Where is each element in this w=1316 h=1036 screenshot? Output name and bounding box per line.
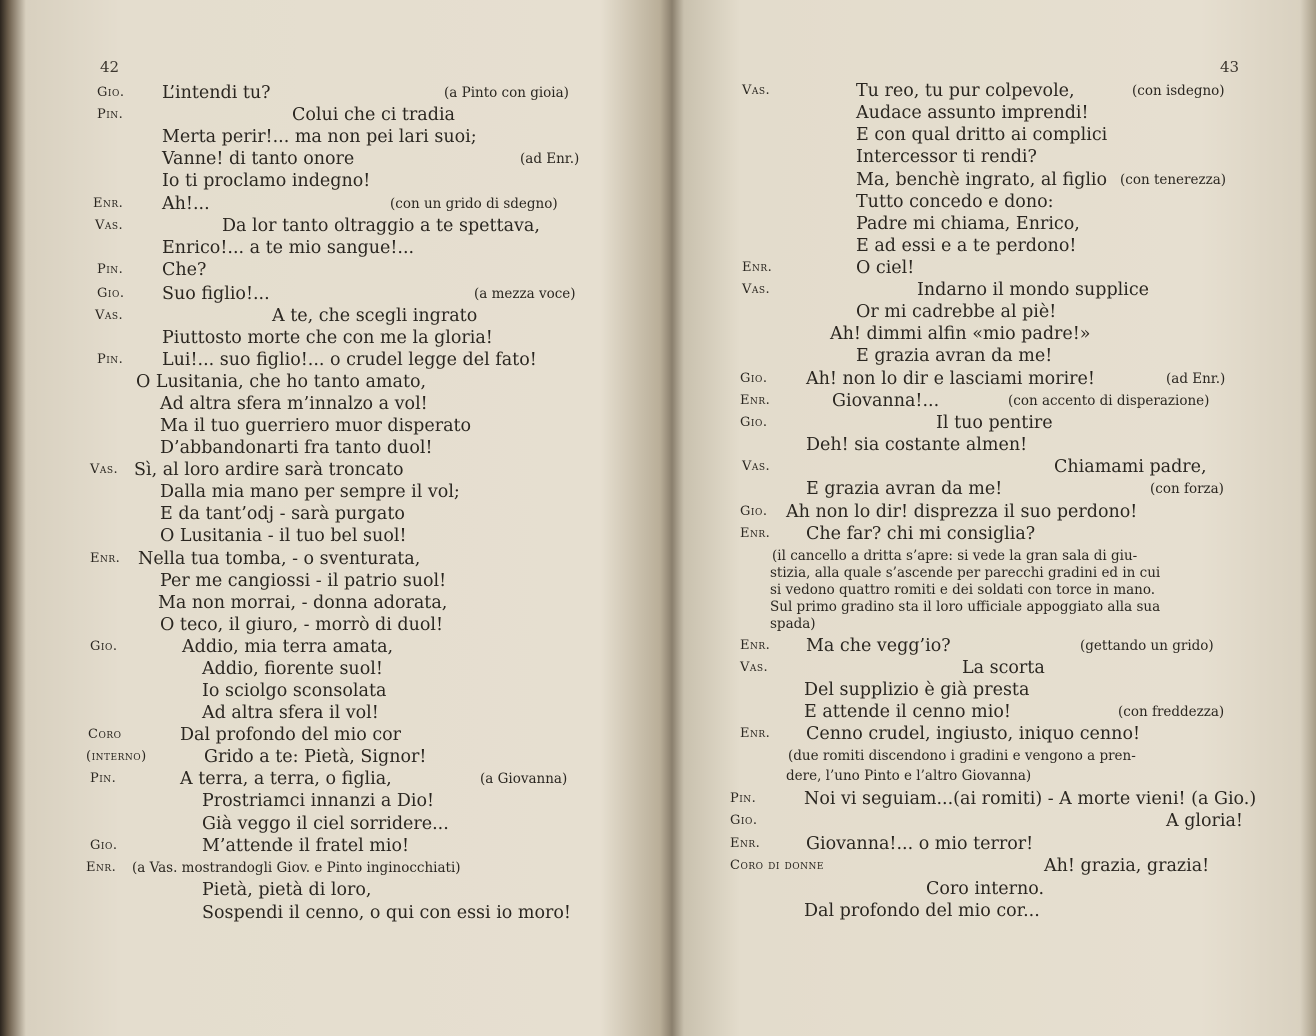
- line-text: Dalla mia mano per sempre il vol;: [160, 482, 460, 502]
- text-line: [0, 193, 668, 215]
- text-line: [672, 323, 1316, 345]
- line-text: Colui che ci tradia: [292, 105, 455, 125]
- speaker-label: Gio.: [740, 415, 768, 430]
- line-text: A te, che scegli ingrato: [272, 306, 478, 326]
- line-text: Tutto concedo e dono:: [856, 192, 1054, 212]
- line-text: D’abbandonarti fra tanto duol!: [160, 438, 433, 458]
- text-line: [672, 679, 1316, 701]
- text-line: [672, 900, 1316, 922]
- text-line: [672, 146, 1316, 168]
- text-line: [0, 481, 668, 503]
- line-text: E da tant’odj - sarà purgato: [160, 504, 405, 524]
- stage-direction: (ad Enr.): [520, 151, 580, 167]
- page-number: 43: [1220, 58, 1240, 76]
- line-text: Sospendi il cenno, o qui con essi io moro!: [202, 903, 571, 923]
- text-line: [672, 412, 1316, 434]
- line-text: Ad altra sfera m’innalzo a vol!: [160, 394, 428, 414]
- right-page: [672, 0, 1316, 1036]
- line-text: Dal profondo del mio cor: [180, 725, 402, 745]
- text-line: [0, 879, 668, 901]
- text-line: [672, 765, 1316, 787]
- line-text: stizia, alla quale s’ascende per parecchi gradini ed in cui: [770, 565, 1161, 581]
- speaker-label: Pin.: [97, 352, 124, 367]
- line-text: Addio, fiorente suol!: [202, 659, 383, 679]
- text-line: [672, 523, 1316, 545]
- text-line: [0, 415, 668, 437]
- stage-direction: (con forza): [1150, 481, 1224, 497]
- speaker-label: Vas.: [742, 83, 771, 98]
- line-text: Ah non lo dir! disprezza il suo perdono!: [786, 502, 1138, 522]
- speaker-label: Enr.: [730, 836, 761, 851]
- text-line: [0, 790, 668, 812]
- text-line: [0, 126, 668, 148]
- line-text: Giovanna!...: [832, 391, 940, 411]
- speaker-label: Pin.: [97, 262, 124, 277]
- line-text: Ma che vegg’io?: [806, 636, 951, 656]
- text-line: [0, 283, 668, 305]
- stage-direction: (a Pinto con gioia): [444, 85, 569, 101]
- line-text: Indarno il mondo supplice: [917, 280, 1150, 300]
- line-text: A gloria!: [1166, 811, 1243, 831]
- line-text: E ad essi e a te perdono!: [856, 236, 1077, 256]
- text-line: [672, 723, 1316, 745]
- text-line: [672, 501, 1316, 523]
- text-line: [0, 104, 668, 126]
- line-text: Nella tua tomba, - o sventurata,: [138, 549, 421, 569]
- line-text: (due romiti discendono i gradini e vengono a pren-: [788, 748, 1136, 764]
- line-text: M’attende il fratel mio!: [202, 836, 410, 856]
- text-line: [0, 170, 668, 192]
- text-line: [672, 169, 1316, 191]
- text-line: [672, 124, 1316, 146]
- line-text: Enrico!... a te mio sangue!...: [162, 238, 415, 258]
- text-line: [0, 459, 668, 481]
- speaker-label: Enr.: [93, 196, 124, 211]
- line-text: Padre mi chiama, Enrico,: [856, 214, 1080, 234]
- text-line: [672, 301, 1316, 323]
- line-text: Ah!...: [162, 194, 210, 214]
- speaker-label: Coro: [88, 727, 122, 742]
- speaker-label: Gio.: [97, 286, 125, 301]
- text-line: [672, 701, 1316, 723]
- line-text: Intercessor ti rendi?: [856, 147, 1037, 167]
- line-text: A terra, a terra, o figlia,: [180, 769, 392, 789]
- text-line: [0, 437, 668, 459]
- line-text: Io sciolgo sconsolata: [202, 681, 387, 701]
- text-line: [672, 191, 1316, 213]
- line-text: O Lusitania - il tuo bel suol!: [160, 526, 407, 546]
- speaker-label: Vas.: [90, 462, 119, 477]
- speaker-label: Vas.: [95, 218, 124, 233]
- text-line: [0, 215, 668, 237]
- text-line: [672, 635, 1316, 657]
- line-text: Lui!... suo figlio!... o crudel legge del fato!: [162, 350, 537, 370]
- text-line: [0, 393, 668, 415]
- speaker-label: Enr.: [740, 638, 771, 653]
- speaker-label: Pin.: [97, 107, 124, 122]
- line-text: Chiamami padre,: [1054, 457, 1207, 477]
- text-line: [0, 813, 668, 835]
- text-line: [0, 82, 668, 104]
- text-line: [0, 259, 668, 281]
- line-text: dere, l’uno Pinto e l’altro Giovanna): [786, 768, 1032, 784]
- line-text: Merta perir!... ma non pei lari suoi;: [162, 127, 477, 147]
- speaker-label: Gio.: [97, 85, 125, 100]
- text-line: [672, 478, 1316, 500]
- line-text: Da lor tanto oltraggio a te spettava,: [222, 216, 540, 236]
- text-line: [0, 371, 668, 393]
- line-text: Piuttosto morte che con me la gloria!: [162, 328, 493, 348]
- line-text: Del supplizio è già presta: [804, 680, 1030, 700]
- text-line: [0, 503, 668, 525]
- speaker-label: Enr.: [90, 551, 121, 566]
- line-text: Sì, al loro ardire sarà troncato: [134, 460, 404, 480]
- text-line: [0, 902, 668, 924]
- line-text: Giovanna!... o mio terror!: [806, 834, 1034, 854]
- text-line: [672, 833, 1316, 855]
- text-line: [672, 613, 1316, 635]
- stage-direction: (con isdegno): [1132, 83, 1225, 99]
- speaker-label: Gio.: [90, 639, 118, 654]
- line-text: Prostriamci innanzi a Dio!: [202, 791, 435, 811]
- line-text: E grazia avran da me!: [856, 346, 1053, 366]
- speaker-label: Gio.: [90, 838, 118, 853]
- text-line: [672, 235, 1316, 257]
- line-text: Io ti proclamo indegno!: [162, 171, 371, 191]
- text-line: [672, 456, 1316, 478]
- line-text: Deh! sia costante almen!: [806, 435, 1028, 455]
- line-text: Cenno crudel, ingiusto, iniquo cenno!: [806, 724, 1141, 744]
- line-text: Dal profondo del mio cor...: [804, 901, 1040, 921]
- line-text: E attende il cenno mio!: [804, 702, 1011, 722]
- line-text: Tu reo, tu pur colpevole,: [856, 81, 1075, 101]
- line-text: si vedono quattro romiti e dei soldati con torce in mano.: [770, 582, 1156, 598]
- text-line: [672, 213, 1316, 235]
- speaker-label: Pin.: [90, 771, 117, 786]
- stage-direction: (con accento di disperazione): [1008, 393, 1210, 409]
- text-line: [0, 592, 668, 614]
- line-text: (a Vas. mostrandogli Giov. e Pinto inginocchiati): [132, 860, 461, 876]
- line-text: Per me cangiossi - il patrio suol!: [160, 571, 447, 591]
- line-text: Ah! grazia, grazia!: [1044, 856, 1210, 876]
- speaker-label: Enr.: [86, 860, 117, 875]
- text-line: [0, 658, 668, 680]
- speaker-label: Enr.: [740, 526, 771, 541]
- line-text: Sul primo gradino sta il loro ufficiale appoggiato alla sua: [770, 599, 1161, 615]
- stage-direction: (con un grido di sdegno): [390, 196, 558, 212]
- stage-direction: (a Giovanna): [480, 771, 568, 787]
- text-line: [672, 279, 1316, 301]
- speaker-label: Enr.: [740, 393, 771, 408]
- text-line: [672, 657, 1316, 679]
- speaker-label: Vas.: [95, 308, 124, 323]
- speaker-label: Enr.: [742, 260, 773, 275]
- speaker-label: Gio.: [740, 371, 768, 386]
- speaker-label: Vas.: [742, 282, 771, 297]
- text-line: [672, 390, 1316, 412]
- text-line: [0, 349, 668, 371]
- line-text: Addio, mia terra amata,: [182, 637, 394, 657]
- line-text: Già veggo il ciel sorridere...: [202, 814, 449, 834]
- text-line: [672, 745, 1316, 767]
- line-text: O teco, il giuro, - morrò di duol!: [160, 615, 444, 635]
- speaker-label: Enr.: [740, 726, 771, 741]
- line-text: O Lusitania, che ho tanto amato,: [136, 372, 427, 392]
- text-line: [0, 724, 668, 746]
- line-text: (il cancello a dritta s’apre: si vede la gran sala di giu-: [772, 548, 1138, 564]
- line-text: Ah! non lo dir e lasciami morire!: [806, 369, 1095, 389]
- speaker-label: Vas.: [742, 459, 771, 474]
- line-text: Ma non morrai, - donna adorata,: [158, 593, 448, 613]
- text-line: [672, 257, 1316, 279]
- speaker-label: Gio.: [730, 813, 758, 828]
- text-line: [672, 368, 1316, 390]
- speaker-label: Pin.: [730, 791, 757, 806]
- line-text: Suo figlio!...: [162, 284, 270, 304]
- stage-direction: (a mezza voce): [474, 286, 576, 302]
- text-line: [0, 857, 668, 879]
- text-line: [0, 525, 668, 547]
- page-number: 42: [100, 58, 120, 76]
- line-text: Ah! dimmi alfin «mio padre!»: [830, 324, 1091, 344]
- text-line: [0, 548, 668, 570]
- text-line: [672, 788, 1316, 810]
- text-line: [0, 305, 668, 327]
- speaker-label: (interno): [86, 749, 147, 764]
- line-text: Ma il tuo guerriero muor disperato: [160, 416, 472, 436]
- text-line: [0, 614, 668, 636]
- speaker-label: Vas.: [740, 660, 769, 675]
- text-line: [0, 835, 668, 857]
- text-line: [0, 702, 668, 724]
- line-text: Ad altra sfera il vol!: [202, 703, 379, 723]
- text-line: [0, 570, 668, 592]
- text-line: [0, 636, 668, 658]
- stage-direction: (con freddezza): [1118, 704, 1225, 720]
- text-line: [0, 327, 668, 349]
- line-text: L’intendi tu?: [162, 83, 271, 103]
- line-text: Che?: [162, 260, 207, 280]
- text-line: [672, 102, 1316, 124]
- line-text: E grazia avran da me!: [806, 479, 1003, 499]
- speaker-label: Coro di donne: [730, 858, 824, 873]
- line-text: E con qual dritto ai complici: [856, 125, 1108, 145]
- text-line: [672, 345, 1316, 367]
- line-text: Noi vi seguiam...(ai romiti) - A morte vieni! (a Gio.): [804, 789, 1257, 809]
- text-line: [672, 434, 1316, 456]
- text-line: [672, 878, 1316, 900]
- line-text: Vanne! di tanto onore: [162, 149, 355, 169]
- line-text: O ciel!: [856, 258, 915, 278]
- text-line: [0, 768, 668, 790]
- speaker-label: Gio.: [740, 504, 768, 519]
- line-text: Coro interno.: [926, 879, 1045, 899]
- line-text: Or mi cadrebbe al piè!: [856, 302, 1057, 322]
- line-text: Ma, benchè ingrato, al figlio: [856, 170, 1108, 190]
- text-line: [672, 810, 1316, 832]
- stage-direction: (gettando un grido): [1080, 638, 1214, 654]
- text-line: [0, 237, 668, 259]
- text-line: [0, 746, 668, 768]
- line-text: Grido a te: Pietà, Signor!: [204, 747, 427, 767]
- text-line: [0, 148, 668, 170]
- line-text: Che far? chi mi consiglia?: [806, 524, 1036, 544]
- text-line: [0, 680, 668, 702]
- stage-direction: (ad Enr.): [1166, 371, 1226, 387]
- stage-direction: (con tenerezza): [1120, 172, 1227, 188]
- line-text: Audace assunto imprendi!: [856, 103, 1089, 123]
- line-text: Pietà, pietà di loro,: [202, 880, 372, 900]
- line-text: spada): [770, 616, 816, 632]
- line-text: La scorta: [962, 658, 1045, 678]
- text-line: [672, 855, 1316, 877]
- text-line: [672, 80, 1316, 102]
- line-text: Il tuo pentire: [936, 413, 1053, 433]
